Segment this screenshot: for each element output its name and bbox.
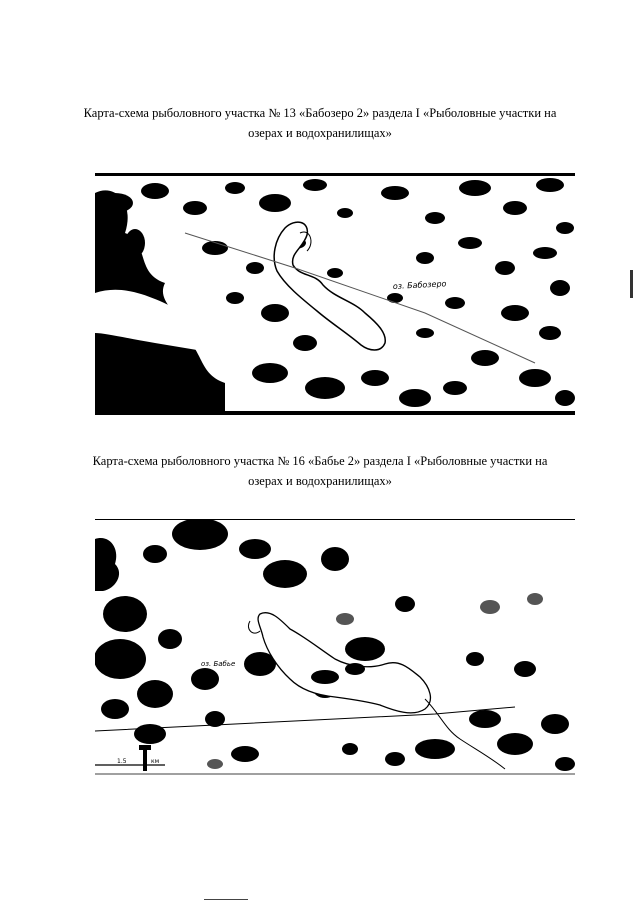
map-caption-16: Карта-схема рыболовного участка № 16 «Бабье 2» раздела I «Рыболовные участки на озерах и водохранилищах»: [92, 454, 548, 488]
map-caption-13: Карта-схема рыболовного участка № 13 «Бабозеро 2» раздела I «Рыболовные участки на озерах и водохранилищах»: [83, 106, 557, 140]
map-babozero: [95, 173, 575, 415]
lake-label-babye: оз. Бабье: [201, 660, 236, 668]
scan-edge-mark: [630, 270, 633, 298]
map-babye: [95, 519, 575, 777]
footer-rule: [204, 899, 248, 900]
lake-label-babozero: оз. Бабозеро: [392, 279, 447, 291]
scale-value: 1.5: [117, 758, 127, 765]
scale-unit: км: [151, 758, 160, 765]
